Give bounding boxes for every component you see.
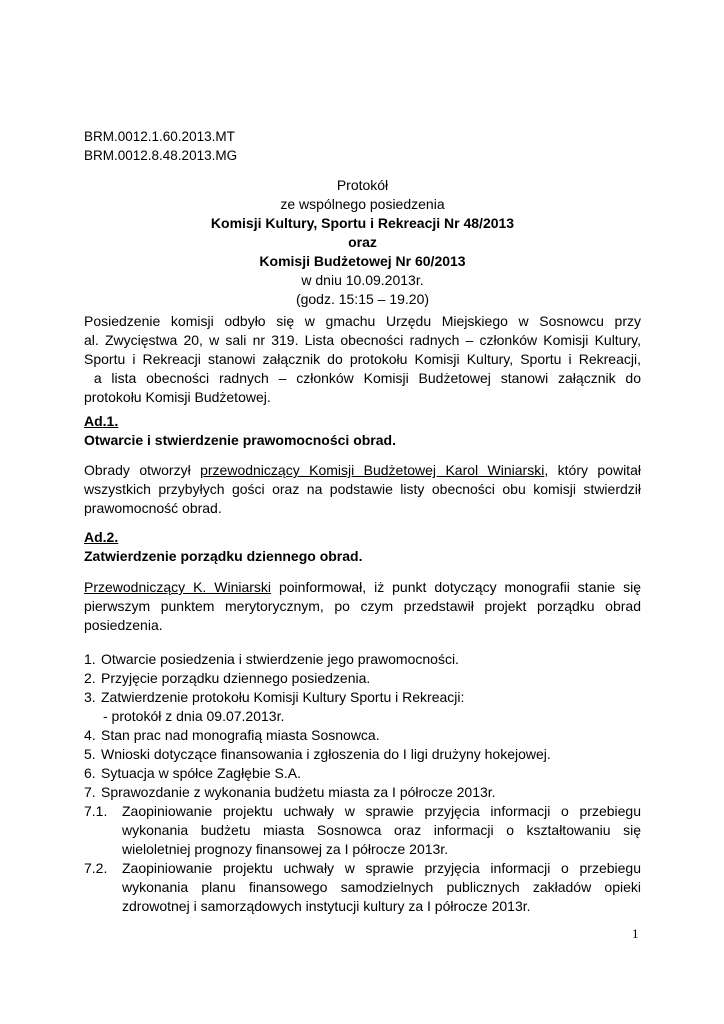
section-ad2-heading [84, 528, 362, 566]
text-line: wszystkich przybyłych gości oraz na podstawie listy obecności obu komisji stwierdził [84, 481, 641, 497]
chair-name: przewodniczący Komisji Budżetowej Karol Winiarski [200, 462, 545, 478]
section-title: Otwarcie i stwierdzenie prawomocności obrad. [84, 432, 396, 448]
item-text: Zaopiniowanie projektu uchwały w sprawie przyjęcia informacji o przebiegu wykonania planu finansowego samodzielnych publicznych zakładów opieki zdrowotnej i samorządowych instytucji kultury za I półrocze 2013r. [122, 860, 641, 914]
document-title: Protokół [336, 177, 389, 193]
item-number [84, 707, 101, 726]
item-text: Zatwierdzenie protokołu Komisji Kultury Sportu i Rekreacji: [101, 689, 465, 705]
text-line: Posiedzenie komisji odbyło się w gmachu Urzędu Miejskiego w Sosnowcu przy [84, 313, 641, 329]
list-item [84, 783, 641, 802]
reference-number: BRM.0012.8.48.2013.MG [84, 148, 238, 163]
list-item [84, 745, 641, 764]
ad1-paragraph [84, 461, 641, 518]
document-header [84, 176, 641, 309]
item-text: Wnioski dotyczące finansowania i zgłoszenia do I ligi drużyny hokejowej. [101, 746, 551, 762]
list-item [84, 802, 641, 859]
text-line: pierwszym punktem merytorycznym, po czym przedstawił projekt porządku obrad [84, 598, 641, 614]
reference-number: BRM.0012.1.60.2013.MT [84, 129, 235, 144]
text-fragment: poinformował, iż punkt dotyczący monografii stanie się [271, 579, 642, 595]
item-number: 2. [84, 670, 96, 686]
item-text: Przyjęcie porządku dziennego posiedzenia. [101, 670, 371, 686]
intro-paragraph [84, 312, 641, 407]
text-line [84, 461, 641, 480]
item-number: 7. [84, 784, 96, 800]
text-line: posiedzenia. [84, 617, 163, 633]
item-number: 7.2. [84, 860, 108, 876]
list-item [84, 726, 641, 745]
item-text: Stan prac nad monografią miasta Sosnowca. [101, 727, 380, 743]
list-item [84, 859, 641, 916]
agenda-list [84, 650, 641, 916]
list-item [84, 764, 641, 783]
item-number: 3. [84, 689, 96, 705]
item-text: Zaopiniowanie projektu uchwały w sprawie przyjęcia informacji o przebiegu wykonania budżetu miasta Sosnowca oraz informacji o kształtowaniu się wieloletniej prognozy finansowej za I półrocze 2013r. [122, 803, 641, 857]
committee-1: Komisji Kultury, Sportu i Rekreacji Nr 48/2013 [210, 215, 515, 231]
item-number: 7.1. [84, 803, 108, 819]
item-number: 6. [84, 765, 96, 781]
section-title: Zatwierdzenie porządku dziennego obrad. [84, 548, 363, 564]
conjunction: oraz [348, 234, 377, 250]
page-number: 1 [632, 926, 639, 941]
meeting-time: (godz. 15:15 – 19.20) [295, 291, 430, 307]
text-line: prawomocność obrad. [84, 500, 222, 516]
text-line: protokołu Komisji Budżetowej. [84, 389, 271, 405]
item-number: 4. [84, 727, 96, 743]
text-fragment: , który powitał [544, 462, 641, 478]
text-fragment: Obrady otworzył [84, 462, 201, 478]
committee-2: Komisji Budżetowej Nr 60/2013 [259, 253, 466, 269]
item-text: Sytuacja w spółce Zagłębie S.A. [101, 765, 301, 781]
text-line [84, 578, 641, 597]
meeting-date: w dniu 10.09.2013r. [301, 272, 424, 288]
list-item [84, 688, 641, 707]
document-subtitle: ze wspólnego posiedzenia [280, 196, 445, 212]
item-number: 5. [84, 746, 96, 762]
ad2-paragraph [84, 578, 641, 635]
list-item [84, 669, 641, 688]
section-label: Ad.2. [84, 529, 119, 545]
text-line: al. Zwycięstwa 20, w sali nr 319. Lista obecności radnych – członków Komisji Kultury, [84, 332, 641, 348]
list-item [84, 650, 641, 669]
list-item [84, 707, 641, 726]
section-ad1-heading [84, 412, 396, 450]
text-line: Sportu i Rekreacji stanowi załącznik do protokołu Komisji Kultury, Sportu i Rekreacji, [84, 351, 641, 367]
item-text: Otwarcie posiedzenia i stwierdzenie jego prawomocności. [101, 651, 459, 667]
reference-numbers [84, 127, 237, 165]
section-label: Ad.1. [84, 413, 119, 429]
item-number: 1. [84, 651, 96, 667]
text-line: a lista obecności radnych – członków Komisji Budżetowej stanowi załącznik do [84, 370, 641, 386]
item-text: Sprawozdanie z wykonania budżetu miasta za I półrocze 2013r. [101, 784, 496, 800]
speaker-name: Przewodniczący K. Winiarski [84, 579, 272, 595]
item-text: - protokół z dnia 09.07.2013r. [103, 708, 285, 724]
